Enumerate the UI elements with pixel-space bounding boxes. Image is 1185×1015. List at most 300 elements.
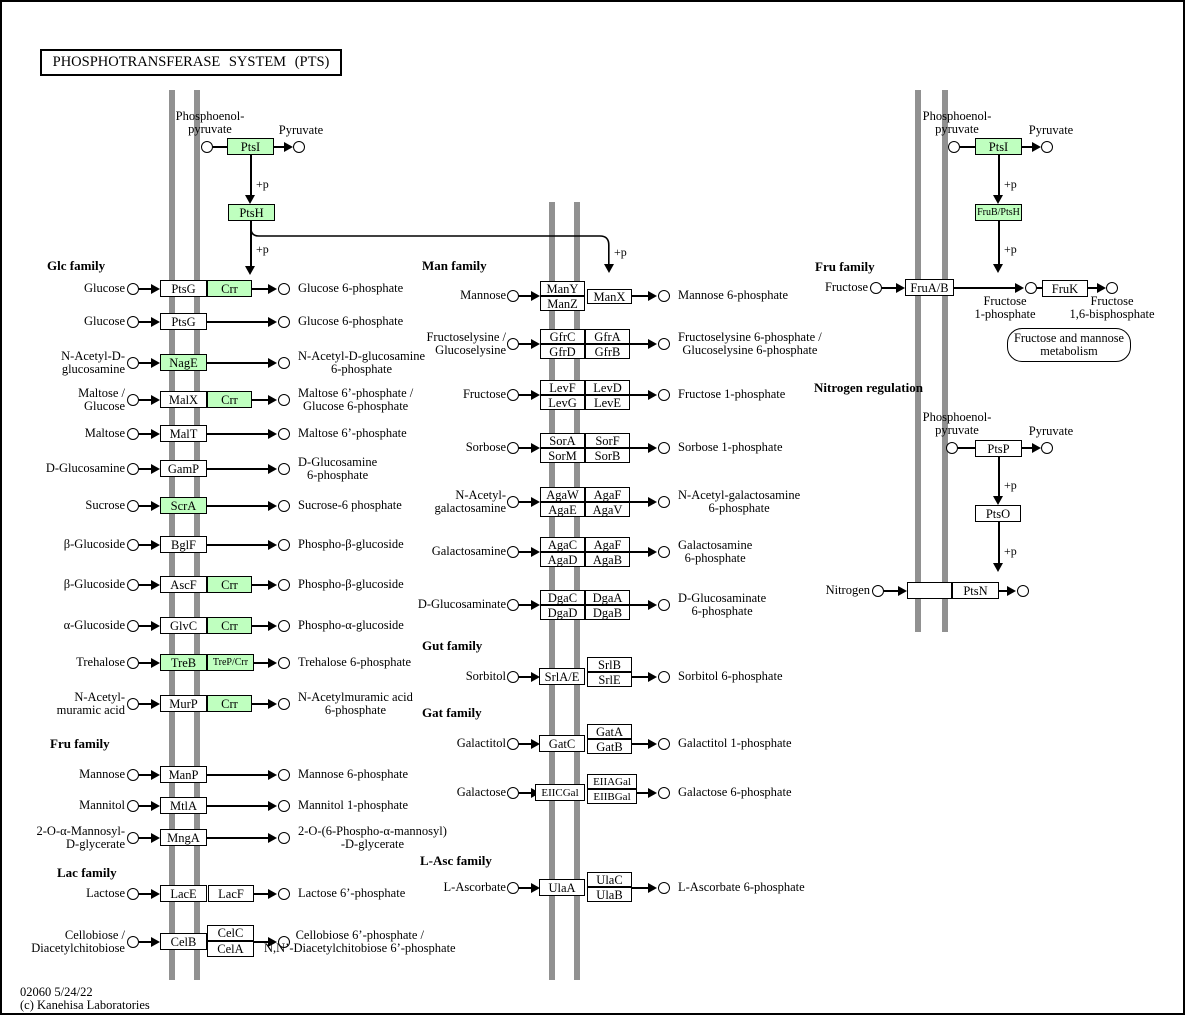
product-node[interactable] [278, 620, 290, 632]
arrowhead-icon [268, 358, 277, 368]
gene-box-murp[interactable]: MurP [160, 695, 207, 712]
substrate-node[interactable] [127, 463, 139, 475]
gene-box-crr[interactable]: Crr [207, 576, 252, 593]
label-line: 6-phosphate [708, 500, 770, 515]
substrate-label [286, 331, 506, 356]
gene-box-ulab[interactable]: UlaB [587, 887, 632, 902]
gene-box-blank[interactable] [907, 582, 952, 599]
gene-box-lace[interactable]: LacE [160, 885, 207, 902]
compound-node-fructose-16bp[interactable] [1106, 282, 1118, 294]
gene-box-agaf[interactable]: AgaF [585, 537, 630, 552]
label-line: Mannitol [79, 798, 125, 812]
gene-box-gamp[interactable]: GamP [160, 460, 207, 477]
flow-line [139, 288, 151, 290]
substrate-node[interactable] [507, 599, 519, 611]
substrate-node[interactable] [507, 290, 519, 302]
gene-box-celb[interactable]: CelB [160, 933, 207, 950]
gene-box-frua-b[interactable]: FruA/B [905, 279, 954, 296]
product-label [678, 441, 783, 454]
product-node[interactable] [658, 442, 670, 454]
substrate-node[interactable] [127, 888, 139, 900]
gene-box-gatb[interactable]: GatB [587, 739, 632, 754]
gene-box-dgaa[interactable]: DgaA [585, 590, 630, 605]
flow-line [139, 584, 151, 586]
flow-line [519, 743, 531, 745]
gene-box-agab[interactable]: AgaB [585, 552, 630, 567]
substrate-node[interactable] [507, 546, 519, 558]
substrate-node[interactable] [127, 428, 139, 440]
substrate-label [286, 441, 506, 454]
flow-line [519, 343, 531, 345]
phospho-transfer-label: +p [1004, 177, 1017, 191]
arrowhead-icon [268, 540, 277, 550]
substrate-label [286, 598, 506, 611]
pathway-link-fructose-mannose[interactable]: Fructose and mannose metabolism [1007, 328, 1131, 362]
substrate-node[interactable] [507, 338, 519, 350]
label-line: Sucrose [85, 498, 125, 512]
label-line: 6-phosphate [307, 467, 369, 482]
flow-line [630, 501, 649, 503]
product-label [298, 315, 403, 328]
flow-line [207, 805, 269, 807]
product-node[interactable] [658, 389, 670, 401]
product-node[interactable] [658, 546, 670, 558]
flow-line [254, 893, 269, 895]
flow-line [207, 362, 269, 364]
substrate-label [286, 545, 506, 558]
gene-box-trep-crr[interactable]: TreP/Crr [207, 654, 254, 671]
arrowhead-icon [648, 883, 657, 893]
product-node[interactable] [278, 428, 290, 440]
label-line: galactosamine [434, 500, 506, 515]
label-line: Lactose [86, 886, 125, 900]
compound-node-pep[interactable] [948, 141, 960, 153]
gene-box-ptsi[interactable]: PtsI [975, 138, 1022, 155]
label-line: Galactosamine [678, 538, 753, 552]
product-node[interactable] [278, 800, 290, 812]
arrowhead-icon [268, 317, 277, 327]
product-label [298, 768, 408, 781]
family-header-fru-family: Fru family [815, 259, 875, 274]
gene-box-bglf[interactable]: BglF [160, 536, 207, 553]
label-line: Glucose 6-phosphate [298, 314, 404, 328]
product-node[interactable] [278, 832, 290, 844]
substrate-label [286, 737, 506, 750]
flow-line [139, 362, 151, 364]
product-label [298, 619, 404, 632]
family-header-nitrogen-regulation: Nitrogen regulation [814, 380, 923, 395]
substrate-label [286, 489, 506, 514]
flow-line [139, 893, 151, 895]
flow-line [139, 662, 151, 664]
label-line: L-Ascorbate [443, 880, 506, 894]
gene-box-eiiagal[interactable]: EIIAGal [587, 774, 637, 789]
pyruvate-label: Pyruvate [278, 123, 324, 137]
substrate-node[interactable] [127, 539, 139, 551]
flow-line [139, 468, 151, 470]
gene-box-ascf[interactable]: AscF [160, 576, 207, 593]
label-line: N-Acetyl-D- [61, 349, 125, 363]
product-label [298, 656, 411, 669]
substrate-node[interactable] [127, 769, 139, 781]
substrate-node[interactable] [507, 496, 519, 508]
arrowhead-icon [151, 937, 160, 947]
gene-box-sora[interactable]: SorA [540, 433, 585, 448]
gene-box-crr[interactable]: Crr [207, 280, 252, 297]
gene-box-gfrb[interactable]: GfrB [585, 344, 630, 359]
gene-box-ptsn[interactable]: PtsN [952, 582, 999, 599]
gene-box-sorb[interactable]: SorB [585, 448, 630, 463]
substrate-node[interactable] [127, 657, 139, 669]
gene-box-ulac[interactable]: UlaC [587, 872, 632, 887]
gene-box-levg[interactable]: LevG [540, 395, 585, 410]
label-line: N-Acetyl-galactosamine [678, 488, 801, 502]
product-label [678, 388, 785, 401]
gene-box-ptsi[interactable]: PtsI [227, 138, 274, 155]
gene-box-gata[interactable]: GatA [587, 724, 632, 739]
label-line: Sorbose 1-phosphate [678, 440, 783, 454]
substrate-label [0, 768, 125, 781]
flow-line [139, 433, 151, 435]
arrowhead-icon [151, 801, 160, 811]
arrowhead-icon [648, 339, 657, 349]
product-node[interactable] [278, 657, 290, 669]
substrate-node[interactable] [872, 585, 884, 597]
product-label [298, 691, 413, 716]
phospho-transfer-label: +p [256, 242, 269, 256]
flow-line [252, 703, 269, 705]
flow-line [139, 774, 151, 776]
flow-line [519, 887, 531, 889]
gene-box-manz[interactable]: ManZ [540, 296, 585, 311]
label-line: Glucose [84, 281, 125, 295]
gene-box-malx[interactable]: MalX [160, 391, 207, 408]
arrowhead-icon [151, 699, 160, 709]
product-label [298, 427, 407, 440]
arrowhead-icon [648, 739, 657, 749]
family-header-glc-family: Glc family [47, 258, 106, 273]
product-node[interactable] [658, 787, 670, 799]
flow-line [252, 288, 269, 290]
product-node[interactable] [658, 882, 670, 894]
arrowhead-icon [648, 600, 657, 610]
label-line: Glucose 6-phosphate [298, 281, 404, 295]
product-node[interactable] [658, 599, 670, 611]
phospho-transfer-label: +p [1004, 544, 1017, 558]
gene-box-gfrd[interactable]: GfrD [540, 344, 585, 359]
pyruvate-label: Pyruvate [1028, 424, 1074, 438]
product-label [678, 489, 800, 514]
gene-box-celc[interactable]: CelC [207, 925, 254, 941]
gene-box-sorm[interactable]: SorM [540, 448, 585, 463]
gene-box-gfrc[interactable]: GfrC [540, 329, 585, 344]
product-node[interactable] [278, 463, 290, 475]
substrate-node[interactable] [127, 500, 139, 512]
arrowhead-icon [151, 464, 160, 474]
flow-line [139, 625, 151, 627]
substrate-node[interactable] [127, 283, 139, 295]
gene-box-agav[interactable]: AgaV [585, 502, 630, 517]
gene-box-frub-ptsh[interactable]: FruB/PtsH [975, 204, 1022, 221]
gene-box-glvc[interactable]: GlvC [160, 617, 207, 634]
gene-box-ptso[interactable]: PtsO [975, 505, 1021, 522]
label-line: D-Glucosaminate [678, 591, 767, 605]
map-id: 02060 5/24/22 [20, 985, 93, 999]
gene-box-leve[interactable]: LevE [585, 395, 630, 410]
substrate-label [286, 881, 506, 894]
product-node[interactable] [658, 671, 670, 683]
gene-box-mnga[interactable]: MngA [160, 829, 207, 846]
product-node[interactable] [1017, 585, 1029, 597]
flow-line [139, 837, 151, 839]
gene-box-agac[interactable]: AgaC [540, 537, 585, 552]
gene-box-ptsg[interactable]: PtsG [160, 280, 207, 297]
gene-box-scra[interactable]: ScrA [160, 497, 207, 514]
gene-box-dgad[interactable]: DgaD [540, 605, 585, 620]
compound-node-pyruvate[interactable] [1041, 442, 1053, 454]
arrowhead-icon [151, 580, 160, 590]
substrate-label [0, 656, 125, 669]
arrowhead-icon [1097, 283, 1106, 293]
flow-line [632, 295, 649, 297]
arrowhead-icon [531, 291, 540, 301]
label-line: N-Acetyl- [74, 690, 125, 704]
arrowhead-icon [151, 833, 160, 843]
arrowhead-icon [151, 358, 160, 368]
product-node[interactable] [278, 579, 290, 591]
arrowhead-icon [151, 395, 160, 405]
substrate-label [0, 387, 125, 412]
flow-line [252, 584, 269, 586]
substrate-node[interactable] [870, 282, 882, 294]
gene-box-treb[interactable]: TreB [160, 654, 207, 671]
substrate-node[interactable] [507, 882, 519, 894]
label-line: Mannitol 1-phosphate [298, 798, 409, 812]
substrate-node[interactable] [507, 787, 519, 799]
compound-node-pyruvate[interactable] [1041, 141, 1053, 153]
pep-label: Phosphoenol- pyruvate [922, 410, 992, 437]
label-line: 6-phosphate [684, 550, 746, 565]
label-line: 6-phosphate [691, 603, 753, 618]
gene-box-agae[interactable]: AgaE [540, 502, 585, 517]
substrate-node[interactable] [127, 357, 139, 369]
gene-box-nage[interactable]: NagE [160, 354, 207, 371]
substrate-label [0, 427, 125, 440]
substrate-label [286, 786, 506, 799]
gene-box-eiibgal[interactable]: EIIBGal [587, 789, 637, 804]
product-label [678, 670, 783, 683]
substrate-node[interactable] [127, 832, 139, 844]
gene-box-manp[interactable]: ManP [160, 766, 207, 783]
arrowhead-icon [993, 195, 1003, 204]
gene-box-lacf[interactable]: LacF [208, 885, 254, 902]
phospho-transfer-label: +p [256, 177, 269, 191]
gene-box-agad[interactable]: AgaD [540, 552, 585, 567]
label-line: Galactose [456, 785, 506, 799]
product-node[interactable] [658, 338, 670, 350]
substrate-label [0, 578, 125, 591]
arrowhead-icon [268, 621, 277, 631]
substrate-node[interactable] [507, 738, 519, 750]
substrate-node[interactable] [127, 698, 139, 710]
gene-box-srlb[interactable]: SrlB [587, 657, 632, 672]
substrate-label [286, 670, 506, 683]
label-line: N,N’-Diacetylchitobiose 6’-phosphate [264, 940, 456, 955]
pep-label: Phosphoenol- pyruvate [175, 109, 245, 136]
gene-box-crr[interactable]: Crr [207, 695, 252, 712]
compound-node-pep[interactable] [946, 442, 958, 454]
label-line: Maltose [84, 426, 125, 440]
label-line: Glucose [84, 398, 125, 413]
gene-box-eiicgal[interactable]: EIICGal [535, 784, 585, 801]
arrowhead-icon [268, 501, 277, 511]
gene-box-mtla[interactable]: MtlA [160, 797, 207, 814]
gene-box-ptsp[interactable]: PtsP [975, 440, 1022, 457]
phospho-transfer-label: +p [1004, 242, 1017, 256]
flow-line [519, 447, 531, 449]
flow-line [630, 394, 649, 396]
label-line: Fructose [824, 280, 868, 294]
label-line: D-glycerate [66, 836, 125, 851]
product-node[interactable] [278, 769, 290, 781]
arrowhead-icon [268, 395, 277, 405]
substrate-label [0, 691, 125, 716]
flow-line [207, 468, 269, 470]
gene-box-dgab[interactable]: DgaB [585, 605, 630, 620]
flow-line [207, 774, 269, 776]
gene-box-cela[interactable]: CelA [207, 941, 254, 957]
gene-box-sorf[interactable]: SorF [585, 433, 630, 448]
flow-line [998, 155, 1000, 195]
gene-box-gatc[interactable]: GatC [539, 735, 585, 752]
label-line: Maltose / [78, 386, 125, 400]
gene-box-gfra[interactable]: GfrA [585, 329, 630, 344]
substrate-label [0, 619, 125, 632]
label-line: Fructoselysine 6-phosphate / [678, 330, 822, 344]
substrate-node[interactable] [127, 800, 139, 812]
gene-box-many[interactable]: ManY [540, 281, 585, 296]
arrowhead-icon [648, 390, 657, 400]
arrowhead-icon [1015, 283, 1024, 293]
gene-box-manx[interactable]: ManX [587, 289, 632, 304]
arrowhead-icon [151, 770, 160, 780]
gene-box-crr[interactable]: Crr [207, 617, 252, 634]
label-line: Mannose [79, 767, 125, 781]
substrate-label [0, 825, 125, 850]
arrowhead-icon [151, 540, 160, 550]
gene-box-fruk[interactable]: FruK [1042, 280, 1088, 297]
product-node[interactable] [278, 698, 290, 710]
flow-line [1022, 447, 1032, 449]
label-line: -D-glycerate [340, 836, 405, 851]
label-line: Sorbitol 6-phosphate [678, 669, 783, 683]
flow-line [954, 287, 1016, 289]
substrate-label [286, 289, 506, 302]
product-node[interactable] [658, 496, 670, 508]
label-line: Trehalose 6-phosphate [298, 655, 412, 669]
gene-box-ptsh[interactable]: PtsH [228, 204, 275, 221]
gene-box-levf[interactable]: LevF [540, 380, 585, 395]
arrowhead-icon [531, 390, 540, 400]
gene-box-srle[interactable]: SrlE [587, 672, 632, 687]
substrate-node[interactable] [127, 394, 139, 406]
arrowhead-icon [151, 501, 160, 511]
flow-line [630, 604, 649, 606]
product-label [678, 737, 792, 750]
substrate-node[interactable] [507, 442, 519, 454]
substrate-node[interactable] [507, 671, 519, 683]
arrowhead-icon [268, 464, 277, 474]
flow-line [519, 676, 531, 678]
family-header-l-asc-family: L-Asc family [420, 853, 492, 868]
label-line: Cellobiose / [64, 928, 125, 942]
product-node[interactable] [658, 738, 670, 750]
gene-box-ulaa[interactable]: UlaA [539, 879, 585, 896]
product-node[interactable] [1025, 282, 1037, 294]
label-line: muramic acid [56, 702, 125, 717]
gene-box-ptsg[interactable]: PtsG [160, 313, 207, 330]
flow-line [519, 551, 531, 553]
gene-box-dgac[interactable]: DgaC [540, 590, 585, 605]
arrowhead-icon [1032, 142, 1041, 152]
product-node[interactable] [278, 316, 290, 328]
arrowhead-icon [993, 264, 1003, 273]
gene-box-levd[interactable]: LevD [585, 380, 630, 395]
substrate-label [0, 315, 125, 328]
label-line: Lactose 6’-phosphate [298, 886, 406, 900]
product-label [298, 578, 404, 591]
label-line: Mannose 6-phosphate [298, 767, 409, 781]
pep-label: Phosphoenol- pyruvate [922, 109, 992, 136]
label-line: N-Acetyl- [455, 488, 506, 502]
product-label [678, 786, 792, 799]
substrate-label [0, 350, 125, 375]
label-line: 2-O-α-Mannosyl- [36, 824, 125, 838]
gene-box-agaf[interactable]: AgaF [585, 487, 630, 502]
substrate-node[interactable] [507, 389, 519, 401]
arrowhead-icon [268, 284, 277, 294]
label-line: glucosamine [61, 361, 125, 376]
gene-box-crr[interactable]: Crr [207, 391, 252, 408]
substrate-node[interactable] [127, 620, 139, 632]
substrate-node[interactable] [127, 936, 139, 948]
arrowhead-icon [531, 600, 540, 610]
label-line: Glucoselysine 6-phosphate [682, 342, 818, 357]
flow-line [958, 447, 975, 449]
arrowhead-icon [268, 770, 277, 780]
substrate-node[interactable] [127, 579, 139, 591]
product-node[interactable] [278, 357, 290, 369]
arrowhead-icon [898, 586, 907, 596]
flow-line [252, 399, 269, 401]
gene-box-agaw[interactable]: AgaW [540, 487, 585, 502]
flow-line [960, 146, 975, 148]
flow-line [630, 551, 649, 553]
label-line: N-Acetylmuramic acid [298, 690, 413, 704]
flow-line [139, 805, 151, 807]
family-header-lac-family: Lac family [57, 865, 117, 880]
label-line: D-Glucosamine [298, 455, 378, 469]
gene-box-srla-e[interactable]: SrlA/E [539, 668, 585, 685]
substrate-node[interactable] [127, 316, 139, 328]
product-label [298, 456, 377, 481]
product-label [298, 799, 408, 812]
gene-box-malt[interactable]: MalT [160, 425, 207, 442]
family-header-fru-family: Fru family [50, 736, 110, 751]
arrowhead-icon [1032, 443, 1041, 453]
flow-line [254, 662, 269, 664]
flow-line [998, 522, 1000, 563]
